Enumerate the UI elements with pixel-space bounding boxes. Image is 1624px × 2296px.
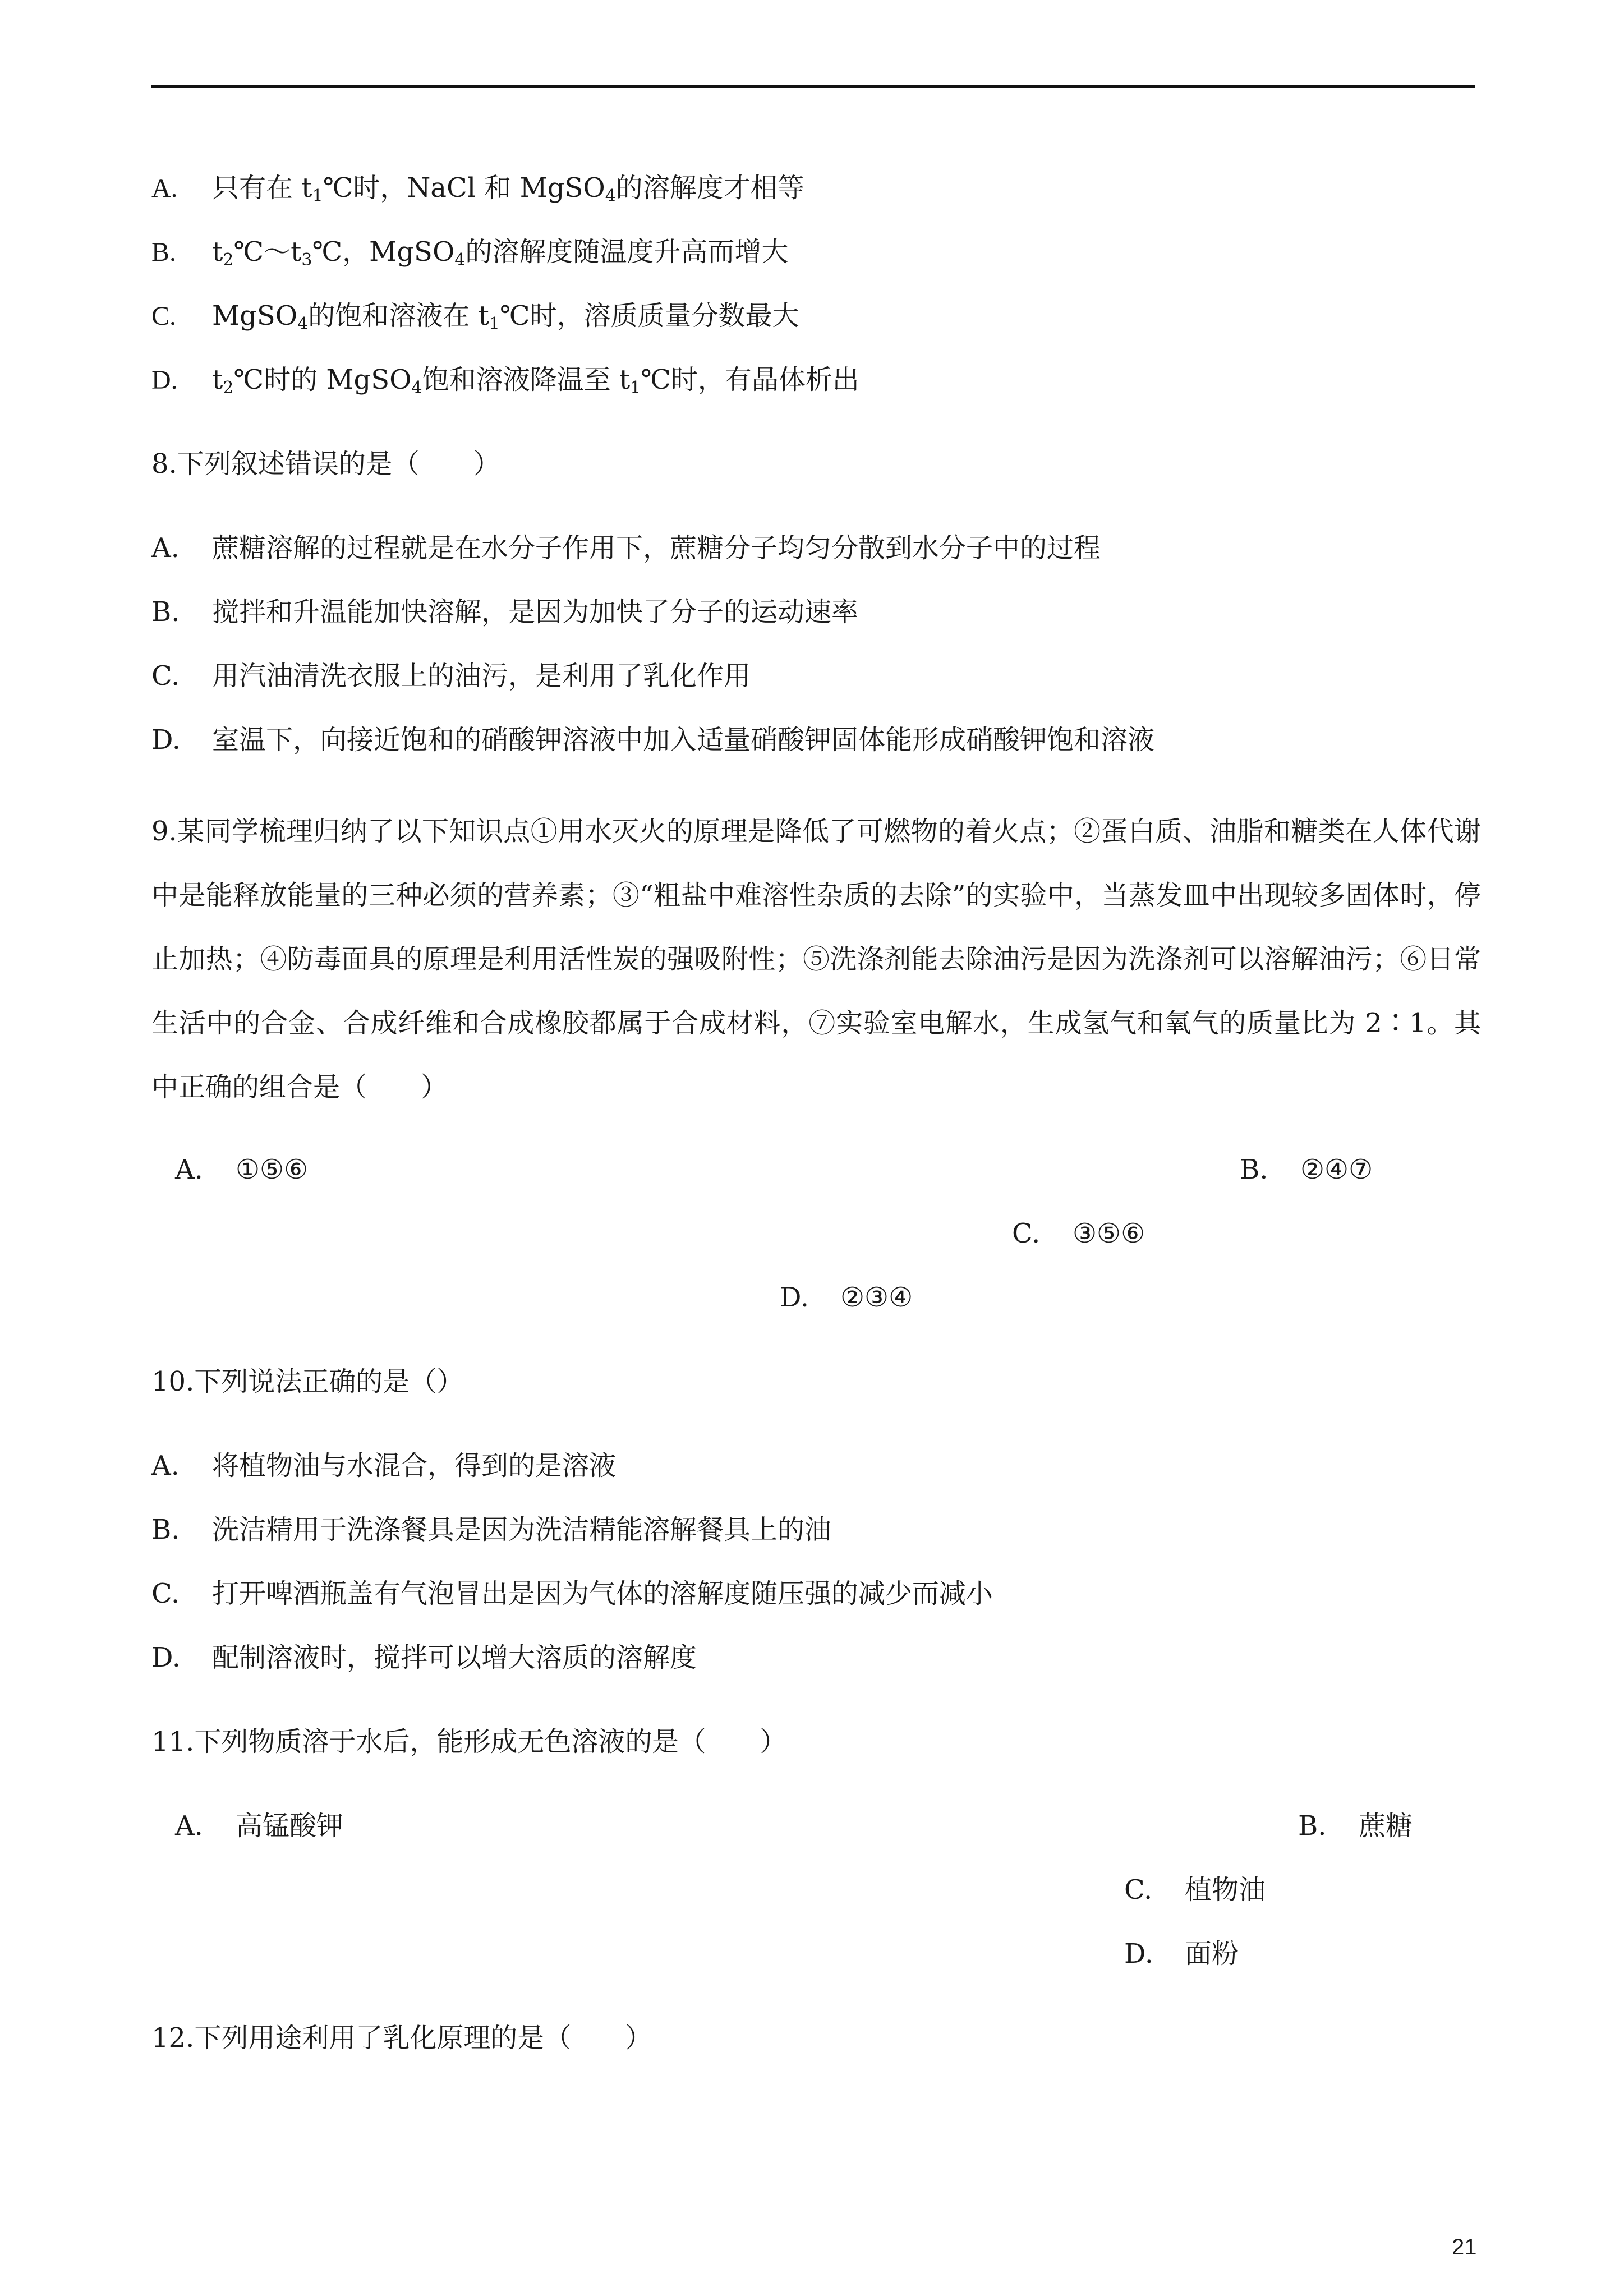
option-label: D. bbox=[151, 365, 178, 395]
q11-option-b: B. 蔗糖 bbox=[1298, 1810, 1413, 1842]
q11-option-d: D. 面粉 bbox=[1124, 1938, 1239, 1970]
q8-option-c: C. 用汽油清洗衣服上的油污，是利用了乳化作用 bbox=[151, 660, 751, 692]
q7-option-b: B. $t_2℃\sim t_3℃$，MgSO$_4$的溶解度随温度升高而增大 bbox=[151, 236, 789, 270]
q9-option-a: A. ①⑤⑥ bbox=[175, 1154, 309, 1185]
q9-option-d: D. ②③④ bbox=[780, 1282, 913, 1313]
page-number: 21 bbox=[1452, 2235, 1477, 2260]
option-label: C. bbox=[151, 301, 177, 331]
q7-option-c: C. MgSO$_4$的饱和溶液在 $t_1℃$时，溶质质量分数最大 bbox=[151, 300, 799, 334]
option-label: B. bbox=[151, 237, 177, 267]
q12-stem: 12.下列用途利用了乳化原理的是（ ） bbox=[151, 2022, 652, 2054]
q10-option-a: A. 将植物油与水混合，得到的是溶液 bbox=[151, 1450, 617, 1481]
q9-option-b: B. ②④⑦ bbox=[1240, 1154, 1373, 1185]
q8-option-a: A. 蔗糖溶解的过程就是在水分子作用下，蔗糖分子均匀分散到水分子中的过程 bbox=[151, 532, 1101, 564]
q11-stem: 11.下列物质溶于水后，能形成无色溶液的是（ ） bbox=[151, 1726, 787, 1757]
q9-stem: 9.某同学梳理归纳了以下知识点①用水灭火的原理是降低了可燃物的着火点；②蛋白质、油脂和糖类在人体代谢中是能释放能量的三种必须的营养素；③“粗盐中难溶性杂质的去除”的实验中，当蒸发皿中出现较多固体时，停止加热；④防毒面具的原理是利用活性炭的强吸附性；⑤洗涤剂能去除油污是因为洗涤剂可以溶解油污；⑥日常生活中的合金、合成纤维和合成橡胶都属于合成材料，⑦实验室电解水，生成氢气和氧气的质量比为 2∶1。其中正确的组合是（ ） bbox=[151, 816, 1481, 1103]
option-label: A. bbox=[151, 173, 178, 203]
q7-option-a: A. 只有在 $t_1℃$时，NaCl 和 MgSO$_4$的溶解度才相等 bbox=[151, 172, 804, 206]
header-rule bbox=[151, 85, 1475, 88]
q8-option-b: B. 搅拌和升温能加快溶解，是因为加快了分子的运动速率 bbox=[151, 596, 859, 628]
q9-option-c: C. ③⑤⑥ bbox=[1012, 1218, 1145, 1249]
q10-option-c: C. 打开啤酒瓶盖有气泡冒出是因为气体的溶解度随压强的减少而减小 bbox=[151, 1578, 993, 1609]
q10-option-d: D. 配制溶液时，搅拌可以增大溶质的溶解度 bbox=[151, 1642, 697, 1673]
q10-stem: 10.下列说法正确的是（） bbox=[151, 1366, 464, 1397]
q8-stem: 8.下列叙述错误的是（ ） bbox=[151, 448, 500, 480]
q7-option-d: D. $t_2℃$时的 MgSO$_4$饱和溶液降温至 $t_1℃$时，有晶体析出 bbox=[151, 364, 859, 398]
q10-option-b: B. 洗洁精用于洗涤餐具是因为洗洁精能溶解餐具上的油 bbox=[151, 1514, 832, 1545]
q8-option-d: D. 室温下，向接近饱和的硝酸钾溶液中加入适量硝酸钾固体能形成硝酸钾饱和溶液 bbox=[151, 724, 1155, 756]
q11-option-c: C. 植物油 bbox=[1124, 1874, 1266, 1906]
q11-option-a: A. 高锰酸钾 bbox=[175, 1810, 344, 1842]
